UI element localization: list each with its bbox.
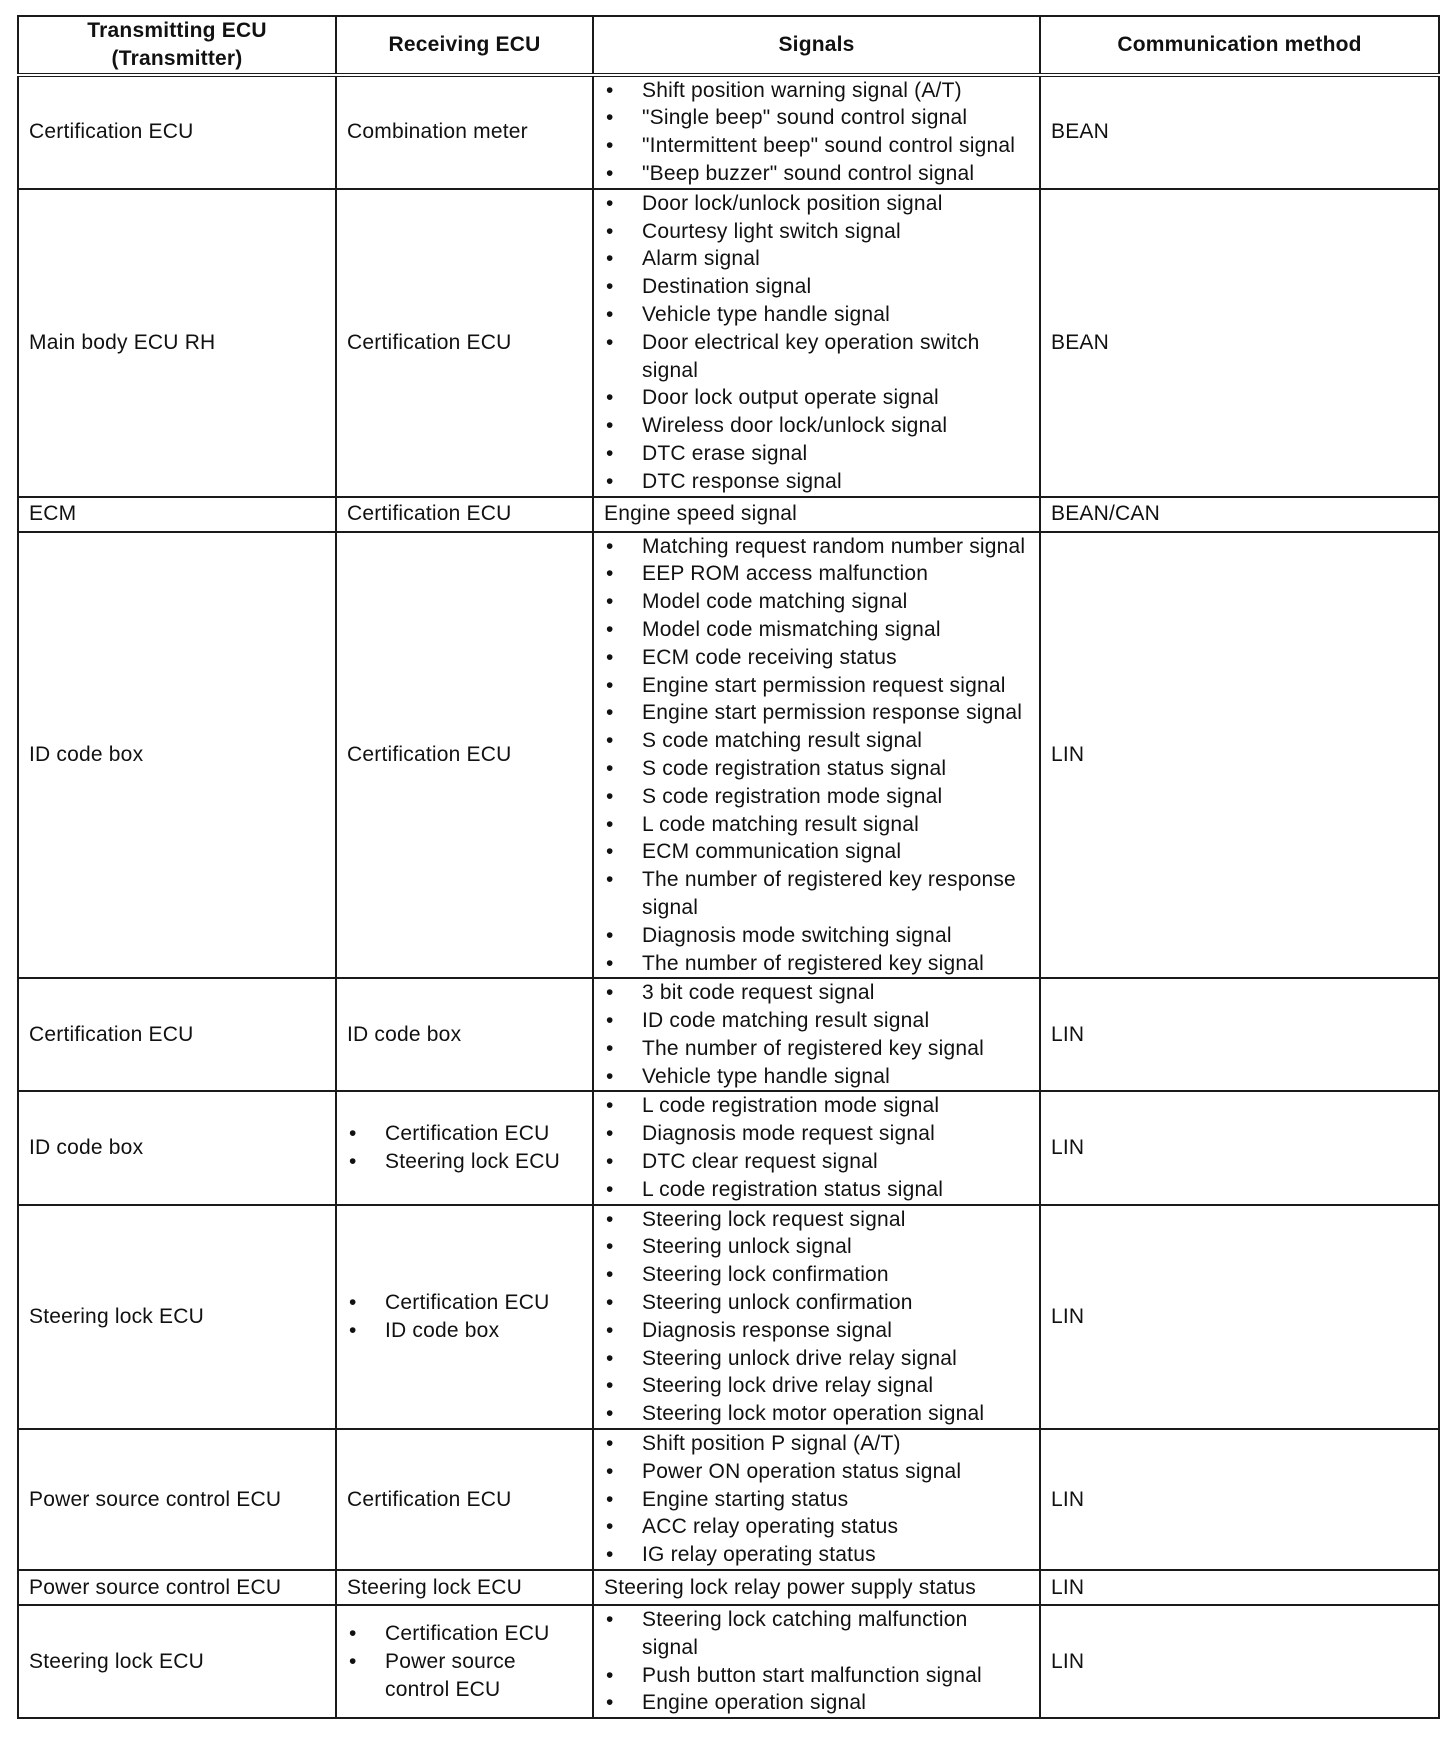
- method-cell: LIN: [1040, 1091, 1439, 1204]
- transmitter-cell: Certification ECU: [18, 75, 336, 189]
- signal-item: • The number of registered key response signal: [604, 866, 1029, 922]
- transmitter-cell: Power source control ECU: [18, 1429, 336, 1570]
- signal-item: • Engine start permission response signal: [604, 699, 1029, 727]
- signals-cell: [593, 75, 1040, 189]
- signal-item: • Engine start permission request signal: [604, 672, 1029, 700]
- receiver-item: • Steering lock ECU: [347, 1148, 582, 1176]
- header-signals: Signals: [593, 16, 1040, 75]
- signal-item: • 3 bit code request signal: [604, 979, 1029, 1007]
- signal-item: • Steering unlock confirmation: [604, 1289, 1029, 1317]
- table-row: [18, 978, 1439, 1091]
- transmitter-cell: ID code box: [18, 1091, 336, 1204]
- transmitter-cell: Steering lock ECU: [18, 1205, 336, 1429]
- receiver-cell: [336, 1605, 593, 1718]
- receiver-cell: ID code box: [336, 978, 593, 1091]
- signal-item: • Power ON operation status signal: [604, 1458, 1029, 1486]
- receiver-cell: Certification ECU: [336, 497, 593, 532]
- signal-item: • Destination signal: [604, 273, 1029, 301]
- signals-cell: Engine speed signal: [593, 497, 1040, 532]
- method-cell: LIN: [1040, 1570, 1439, 1605]
- signal-item: • The number of registered key signal: [604, 1035, 1029, 1063]
- signals-cell: [593, 1429, 1040, 1570]
- signals-cell: [593, 1605, 1040, 1718]
- signal-item: • "Intermittent beep" sound control signal: [604, 132, 1029, 160]
- table-row: [18, 1429, 1439, 1570]
- signal-item: • Wireless door lock/unlock signal: [604, 412, 1029, 440]
- transmitter-cell: ECM: [18, 497, 336, 532]
- receiver-cell: Certification ECU: [336, 532, 593, 979]
- signal-item: • L code registration status signal: [604, 1176, 1029, 1204]
- signal-item: • Diagnosis mode switching signal: [604, 922, 1029, 950]
- signal-item: • S code matching result signal: [604, 727, 1029, 755]
- signal-item: • EEP ROM access malfunction: [604, 560, 1029, 588]
- table-row: [18, 532, 1439, 979]
- method-cell: LIN: [1040, 1605, 1439, 1718]
- receiver-item: • Certification ECU: [347, 1620, 582, 1648]
- signal-item: • DTC response signal: [604, 468, 1029, 496]
- transmitter-cell: Steering lock ECU: [18, 1605, 336, 1718]
- table-row: [18, 1205, 1439, 1429]
- signals-cell: [593, 189, 1040, 497]
- signals-cell: [593, 1091, 1040, 1204]
- receiver-item: • Certification ECU: [347, 1289, 582, 1317]
- signal-item: • ACC relay operating status: [604, 1513, 1029, 1541]
- method-cell: BEAN: [1040, 75, 1439, 189]
- table-row: [18, 1570, 1439, 1605]
- signal-item: • Diagnosis mode request signal: [604, 1120, 1029, 1148]
- transmitter-cell: ID code box: [18, 532, 336, 979]
- signal-item: • Engine starting status: [604, 1486, 1029, 1514]
- method-cell: LIN: [1040, 1429, 1439, 1570]
- signal-item: • Shift position warning signal (A/T): [604, 77, 1029, 105]
- receiver-cell: [336, 1205, 593, 1429]
- header-method: Communication method: [1040, 16, 1439, 75]
- signal-item: • Courtesy light switch signal: [604, 218, 1029, 246]
- method-cell: BEAN: [1040, 189, 1439, 497]
- signal-item: • IG relay operating status: [604, 1541, 1029, 1569]
- signal-item: • Model code matching signal: [604, 588, 1029, 616]
- signals-cell: Steering lock relay power supply status: [593, 1570, 1040, 1605]
- signal-item: • Engine operation signal: [604, 1689, 1029, 1717]
- receiver-cell: Combination meter: [336, 75, 593, 189]
- signals-cell: [593, 978, 1040, 1091]
- header-row: [18, 16, 1439, 75]
- signal-item: • Steering lock request signal: [604, 1206, 1029, 1234]
- signal-item: • Door lock output operate signal: [604, 384, 1029, 412]
- signal-item: • Steering lock catching malfunction signal: [604, 1606, 1029, 1662]
- table-row: [18, 497, 1439, 532]
- table-row: [18, 1605, 1439, 1718]
- signal-item: • ECM code receiving status: [604, 644, 1029, 672]
- receiver-item: • ID code box: [347, 1317, 582, 1345]
- method-cell: LIN: [1040, 978, 1439, 1091]
- table-row: [18, 75, 1439, 189]
- signal-item: • ID code matching result signal: [604, 1007, 1029, 1035]
- receiver-cell: Steering lock ECU: [336, 1570, 593, 1605]
- method-cell: LIN: [1040, 532, 1439, 979]
- signal-item: • Push button start malfunction signal: [604, 1662, 1029, 1690]
- signal-item: • ECM communication signal: [604, 838, 1029, 866]
- header-receiver: Receiving ECU: [336, 16, 593, 75]
- method-cell: BEAN/CAN: [1040, 497, 1439, 532]
- signal-item: • "Beep buzzer" sound control signal: [604, 160, 1029, 188]
- signal-item: • Door lock/unlock position signal: [604, 190, 1029, 218]
- receiver-item: • Power source control ECU: [347, 1648, 582, 1704]
- signal-item: • S code registration mode signal: [604, 783, 1029, 811]
- signals-cell: [593, 1205, 1040, 1429]
- signal-item: • Vehicle type handle signal: [604, 1063, 1029, 1091]
- receiver-cell: Certification ECU: [336, 1429, 593, 1570]
- transmitter-cell: Certification ECU: [18, 978, 336, 1091]
- table-row: [18, 189, 1439, 497]
- ecu-communication-table: [17, 15, 1440, 1719]
- signal-item: • The number of registered key signal: [604, 950, 1029, 978]
- signal-item: • Vehicle type handle signal: [604, 301, 1029, 329]
- signal-item: • Alarm signal: [604, 245, 1029, 273]
- signal-item: • Diagnosis response signal: [604, 1317, 1029, 1345]
- signal-item: • Steering lock drive relay signal: [604, 1372, 1029, 1400]
- signal-item: • Model code mismatching signal: [604, 616, 1029, 644]
- signals-cell: [593, 532, 1040, 979]
- transmitter-cell: Main body ECU RH: [18, 189, 336, 497]
- signal-item: • DTC clear request signal: [604, 1148, 1029, 1176]
- signal-item: • Steering unlock signal: [604, 1233, 1029, 1261]
- signal-item: • L code registration mode signal: [604, 1092, 1029, 1120]
- signal-item: • DTC erase signal: [604, 440, 1029, 468]
- signal-item: • Door electrical key operation switch signal: [604, 329, 1029, 385]
- signal-item: • "Single beep" sound control signal: [604, 104, 1029, 132]
- header-transmitter: Transmitting ECU (Transmitter): [18, 16, 336, 75]
- table-row: [18, 1091, 1439, 1204]
- receiver-item: • Certification ECU: [347, 1120, 582, 1148]
- signal-item: • S code registration status signal: [604, 755, 1029, 783]
- signal-item: • L code matching result signal: [604, 811, 1029, 839]
- transmitter-cell: Power source control ECU: [18, 1570, 336, 1605]
- signal-item: • Shift position P signal (A/T): [604, 1430, 1029, 1458]
- signal-item: • Steering lock confirmation: [604, 1261, 1029, 1289]
- method-cell: LIN: [1040, 1205, 1439, 1429]
- receiver-cell: [336, 1091, 593, 1204]
- signal-item: • Matching request random number signal: [604, 533, 1029, 561]
- receiver-cell: Certification ECU: [336, 189, 593, 497]
- signal-item: • Steering unlock drive relay signal: [604, 1345, 1029, 1373]
- signal-item: • Steering lock motor operation signal: [604, 1400, 1029, 1428]
